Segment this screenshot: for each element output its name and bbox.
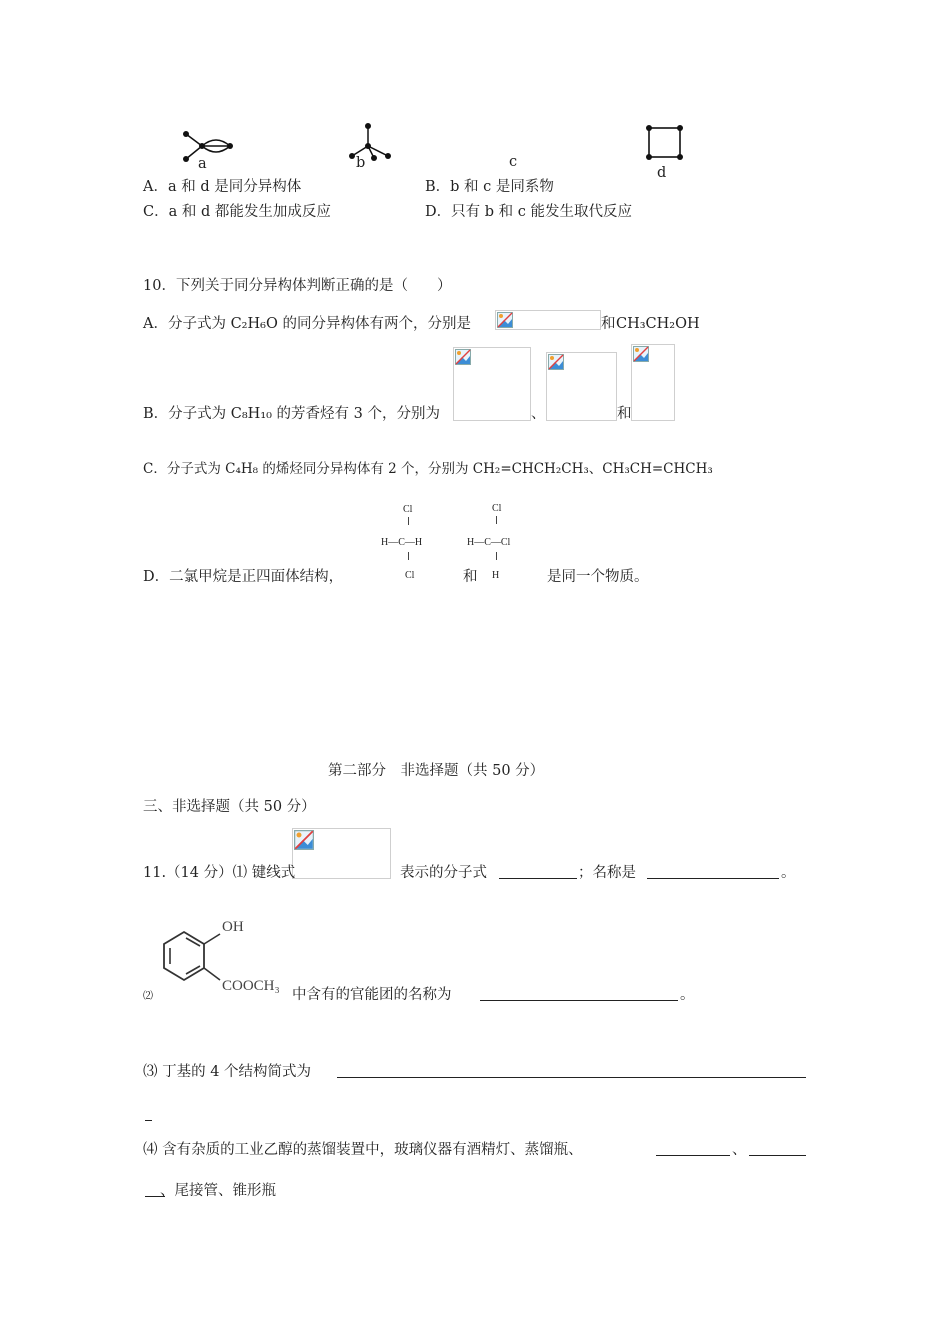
q11-butyl-structures-blank-continued[interactable] xyxy=(145,1106,152,1121)
struct1-mid: H—C—H xyxy=(381,537,423,548)
q11-functional-group-blank[interactable] xyxy=(480,986,678,1001)
q11-glassware-blank-1[interactable] xyxy=(656,1141,730,1156)
molecule-b-diagram xyxy=(344,120,394,165)
molecule-d-diagram xyxy=(643,122,687,162)
q10-option-b-and: 和 xyxy=(617,406,632,422)
q11-part2-end: 。 xyxy=(680,987,695,1003)
q9-option-a: A．a 和 d 是同分异构体 xyxy=(143,179,302,195)
q11-glassware-blank-2[interactable] xyxy=(749,1141,806,1156)
q11-molecular-formula-blank[interactable] xyxy=(499,864,577,879)
q9-option-c: C．a 和 d 都能发生加成反应 xyxy=(143,204,331,220)
q11-name-blank[interactable] xyxy=(647,864,779,879)
broken-image-ethanol-isomer xyxy=(495,310,601,330)
q10-stem: 10．下列关于同分异构体判断正确的是（ ） xyxy=(143,278,452,294)
molecule-label-b: b xyxy=(356,155,366,171)
broken-image-skeletal-formula xyxy=(292,828,391,879)
q11-part1-name-text: ；名称是 xyxy=(578,865,636,881)
struct2-mid: H—C—Cl xyxy=(467,537,511,548)
q10-option-c-text: C．分子式为 C₄H₈ 的烯烃同分异构体有 2 个，分别为 CH₂=CHCH₂CH₃、CH₃CH=CHCH₃ xyxy=(143,461,713,477)
q10-option-a-and: 和 xyxy=(601,316,616,332)
struct1-top: Cl xyxy=(403,504,413,515)
methyl-salicylate-oh: OH xyxy=(222,919,244,935)
q10-option-d-and: 和 xyxy=(463,569,478,585)
q10-option-b-sep: 、 xyxy=(531,406,546,422)
image-placeholder-icon xyxy=(455,349,471,365)
q11-part3-text: ⑶ 丁基的 4 个结构简式为 xyxy=(143,1064,312,1080)
q10-option-a-text: A．分子式为 C₂H₆O 的同分异构体有两个，分别是 xyxy=(143,316,471,332)
q11-part1-label: 11.（14 分）⑴ 键线式 xyxy=(143,865,296,881)
q11-part2-label: ⑵ xyxy=(143,991,153,1002)
struct1-bottom: Cl xyxy=(405,570,415,581)
struct2-bottom: H xyxy=(492,570,500,581)
struct2-bond-bottom xyxy=(496,552,497,560)
q11-part1-end: 。 xyxy=(781,865,796,881)
q9-option-b: B．b 和 c 是同系物 xyxy=(425,179,554,195)
q11-part2-text: 中含有的官能团的名称为 xyxy=(292,987,452,1003)
q11-part1-formula-text: 表示的分子式 xyxy=(400,865,487,881)
molecule-label-a: a xyxy=(198,156,207,172)
q11-butyl-structures-blank[interactable] xyxy=(337,1063,806,1078)
q10-option-d-end: 是同一个物质。 xyxy=(547,569,649,585)
broken-image-c8h10-isomer-3 xyxy=(631,344,675,421)
molecule-a-diagram xyxy=(180,128,240,166)
q11-part4-end: 、尾接管、锥形瓶 xyxy=(160,1183,276,1199)
struct2-top: Cl xyxy=(492,503,502,514)
q11-part4-text: ⑷ 含有杂质的工业乙醇的蒸馏装置中，玻璃仪器有酒精灯、蒸馏瓶、 xyxy=(143,1142,583,1158)
q10-option-d-text: D．二氯甲烷是正四面体结构， xyxy=(143,569,344,585)
broken-image-c8h10-isomer-1 xyxy=(453,347,531,421)
struct2-bond-top xyxy=(496,516,497,524)
q10-option-b-text: B．分子式为 C₈H₁₀ 的芳香烃有 3 个，分别为 xyxy=(143,406,440,422)
struct1-bond-top xyxy=(408,517,409,525)
image-placeholder-icon xyxy=(294,830,314,850)
image-placeholder-icon xyxy=(548,354,564,370)
q11-part4-sep: 、 xyxy=(732,1142,747,1158)
q10-option-a-formula: CH₃CH₂OH xyxy=(616,316,700,332)
image-placeholder-icon xyxy=(497,312,513,328)
broken-image-c8h10-isomer-2 xyxy=(546,352,617,421)
molecule-label-c: c xyxy=(509,154,518,170)
q9-option-d: D．只有 b 和 c 能发生取代反应 xyxy=(425,204,632,220)
molecule-label-d: d xyxy=(657,165,667,181)
part2-heading: 第二部分 非选择题（共 50 分） xyxy=(328,763,545,779)
image-placeholder-icon xyxy=(633,346,649,362)
struct1-bond-bottom xyxy=(408,552,409,560)
methyl-salicylate-ester: COOCH₃ xyxy=(222,978,280,994)
section-3-title: 三、非选择题（共 50 分） xyxy=(143,799,316,815)
